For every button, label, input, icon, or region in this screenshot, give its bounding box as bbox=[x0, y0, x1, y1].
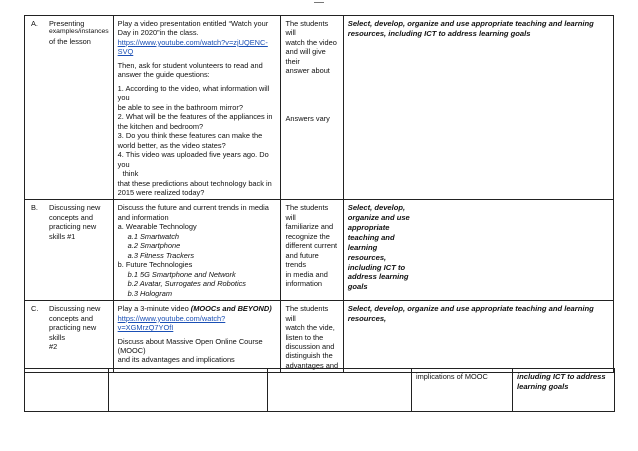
learner-line: recognize the bbox=[285, 231, 330, 241]
procedure-line: and information bbox=[117, 212, 169, 222]
learner-line: advantages and bbox=[285, 360, 339, 370]
strategy-line: organize and use bbox=[347, 213, 410, 223]
question-line: 2015 were realized today? bbox=[117, 187, 205, 197]
strategy-line: resources, bbox=[347, 252, 387, 262]
procedure-line: Day in 2020”in the class. bbox=[117, 28, 199, 38]
learner-line: answer about bbox=[285, 66, 330, 76]
topic-item: b.1 5G Smartphone and Network bbox=[127, 269, 236, 279]
row-c-letter: C. bbox=[31, 304, 39, 314]
learner-line: The students will bbox=[285, 19, 329, 38]
row-a-label-line: examples/instances bbox=[49, 28, 109, 36]
continued-empty-cell bbox=[25, 369, 109, 412]
lesson-plan-table bbox=[24, 15, 614, 373]
strategy-line: Select, develop, bbox=[347, 203, 406, 213]
strategy-line: learning bbox=[347, 242, 378, 252]
row-b-label-cell bbox=[25, 200, 114, 301]
topic-item: a.3 Fitness Trackers bbox=[127, 250, 195, 260]
procedure-line: Play a video presentation entitled “Watch your bbox=[117, 19, 269, 28]
learner-line: and will give their bbox=[285, 47, 326, 66]
row-a-learner-cell bbox=[281, 16, 343, 200]
procedure-line: and its advantages and implications bbox=[117, 355, 235, 365]
learner-line: discussion and bbox=[285, 342, 335, 351]
learner-line: familiarize and bbox=[285, 222, 334, 232]
row-a-label-line: Presenting bbox=[49, 19, 85, 28]
learner-line: implications of MOOC bbox=[416, 372, 488, 381]
topic-item: b.3 Hologram bbox=[127, 288, 173, 298]
question-line: be able to see in the bathroom mirror? bbox=[117, 102, 243, 112]
strategy-line: teaching and bbox=[347, 233, 395, 243]
row-b-label-line: practicing new bbox=[49, 222, 97, 232]
strategy-text: Select, develop, organize and use appropriate teaching and learning resources, including ICT to address learning goals bbox=[347, 19, 594, 38]
row-c-strategy-cell bbox=[343, 301, 613, 373]
video-title: (MOOCs and BEYOND) bbox=[190, 304, 272, 314]
topic-item: a.2 Smartphone bbox=[127, 241, 181, 251]
row-b-letter: B. bbox=[31, 203, 38, 213]
topic-item: b.2 Avatar, Surrogates and Robotics bbox=[127, 279, 246, 289]
table-row-c bbox=[25, 301, 614, 373]
strategy-line: address learning bbox=[347, 272, 409, 282]
row-b-strategy-cell bbox=[343, 200, 613, 301]
row-a-strategy-cell bbox=[343, 16, 613, 200]
row-b-learner-cell bbox=[281, 200, 343, 301]
answers-text: Answers vary bbox=[285, 113, 330, 123]
row-b-procedure-cell bbox=[113, 200, 281, 301]
question-line: 1. According to the video, what information will you bbox=[117, 83, 270, 103]
video-prefix: Play a 3-minute video bbox=[117, 304, 191, 314]
learner-line: information bbox=[285, 279, 323, 289]
continued-empty-cell bbox=[268, 369, 412, 412]
learner-line: different current bbox=[285, 241, 338, 251]
topic-item: a.1 Smartwatch bbox=[127, 231, 180, 241]
row-b-label-line: skills #1 bbox=[49, 231, 76, 241]
table-row-continued bbox=[25, 369, 615, 412]
procedure-line: Discuss about Massive Open Online Course (MOOC) bbox=[117, 336, 263, 355]
learner-line: The students will bbox=[285, 203, 329, 222]
learner-line: watch the video bbox=[285, 37, 337, 47]
instruction-line: Then, ask for student volunteers to read and bbox=[117, 60, 263, 70]
row-c-learner-cell bbox=[281, 301, 343, 373]
strategy-line: including ICT to bbox=[347, 262, 406, 272]
question-line: think bbox=[122, 169, 139, 179]
learner-line: in media and bbox=[285, 269, 328, 279]
strategy-text: Select, develop, organize and use appropriate teaching and learning resources, bbox=[347, 304, 594, 323]
learner-line: The students will bbox=[285, 304, 329, 323]
question-line: 4. This video was uploaded five years ago. Do you bbox=[117, 150, 269, 169]
continued-learner-cell bbox=[412, 369, 513, 412]
question-line: 2. What will be the features of the appliances in bbox=[117, 112, 273, 122]
row-c-label-line: #2 bbox=[49, 342, 58, 351]
strategy-line: appropriate bbox=[347, 223, 390, 233]
strategy-line: goals bbox=[347, 282, 368, 292]
row-b-label-line: concepts and bbox=[49, 212, 93, 222]
row-a-letter: A. bbox=[31, 19, 38, 28]
video-link[interactable]: https://www.youtube.com/watch?v=XGMrzQ7YOfI bbox=[117, 313, 226, 333]
row-c-label-line: practicing new skills bbox=[49, 323, 97, 342]
row-a-procedure-cell bbox=[113, 16, 281, 200]
row-c-label-line: Discussing new bbox=[49, 304, 101, 314]
table-row-a bbox=[25, 16, 614, 200]
row-c-label-line: concepts and bbox=[49, 313, 93, 323]
video-link[interactable]: https://www.youtube.com/watch?v=zjUQENC-SVQ bbox=[117, 37, 268, 57]
question-line: that these predictions about technology back in bbox=[117, 178, 272, 188]
instruction-line: answer the guide questions: bbox=[117, 70, 210, 80]
topic-heading: a. Wearable Technology bbox=[117, 222, 197, 232]
page-header-mark bbox=[314, 2, 324, 3]
row-c-procedure-cell bbox=[113, 301, 281, 373]
row-a-label-line: of the lesson bbox=[49, 37, 91, 47]
learner-line: listen to the bbox=[285, 332, 324, 342]
learner-line: distinguish the bbox=[285, 351, 333, 361]
procedure-line: Discuss the future and current trends in media bbox=[117, 203, 269, 213]
row-a-label-cell bbox=[25, 16, 114, 200]
continuation-table bbox=[24, 368, 615, 412]
question-line: world better, as the video states? bbox=[117, 140, 226, 150]
continued-empty-cell bbox=[109, 369, 268, 412]
topic-heading: b. Future Technologies bbox=[117, 260, 193, 270]
row-b-label-line: Discussing new bbox=[49, 203, 101, 213]
learner-line: watch the vide, bbox=[285, 323, 335, 333]
learner-line: and future trends bbox=[285, 250, 319, 270]
question-line: the kitchen and bedroom? bbox=[117, 121, 204, 131]
strategy-line: learning goals bbox=[517, 381, 569, 391]
table-row-b bbox=[25, 200, 614, 301]
continued-strategy-cell bbox=[513, 369, 615, 412]
strategy-line: including ICT to address bbox=[517, 372, 606, 381]
question-line: 3. Do you think these features can make the bbox=[117, 131, 263, 141]
row-c-label-cell bbox=[25, 301, 114, 373]
